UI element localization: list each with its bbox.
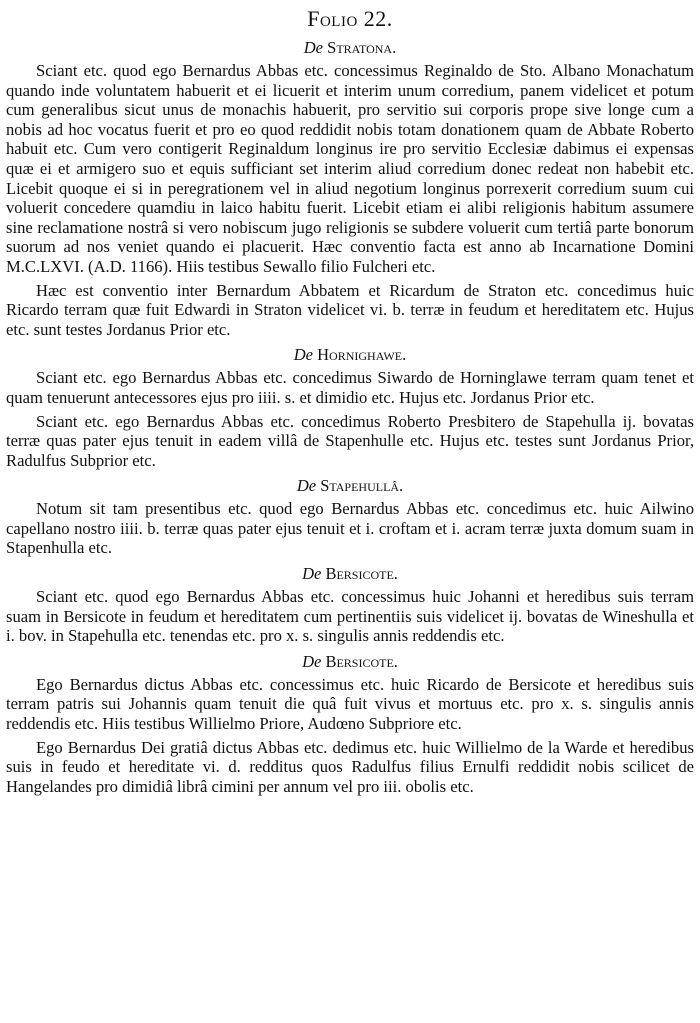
folio-number: Folio 22. [307, 6, 393, 31]
section-stratona [6, 38, 694, 339]
heading-place: Bersicote. [325, 564, 398, 584]
section-heading [6, 38, 694, 58]
heading-place: Bersicote. [325, 651, 398, 671]
heading-de: De [302, 564, 322, 584]
paragraph: Sciant etc. quod ego Bernardus Abbas etc. concessimus Reginaldo de Sto. Albano Monachatum quando inde voluntatem habuerit et ei licuerit et interim unum corredium, panem videlicet et potum cum generalibus sicut unus de monachis habuerit, pro servitio sui corporis prope sive longe cum a nobis ad hoc vocatus fuerit et pro eo quod reddidit nobis totam donationem quam de Abbate Roberto habuit etc. Cum vero contigerit Reginaldum longinus ire pro servitio Ecclesiæ dabimus ei expensas quæ ei et armigero suo et equis sufficiant set interim aliud corredium donec redeat non habebit etc. Licebit quoque ei si in peregrationem vel in aliud negotium longinus porrexerit corredium suum cui voluerit concedere quamdiu in laico habitu fuerit. Licebit etiam ei alibi religionis habitum assumere sine reclamatione nostrâ si vero nobiscum jugo religionis se subdere voluerit cum tertiâ parte bonorum suorum ad nos veniet quando ei placuerit. Hæc conventio facta est anno ab Incarnatione Domini M.C.LXVI. (A.D. 1166). Hiis testibus Sewallo filio Fulcheri etc. [6, 61, 694, 276]
heading-de: De [303, 38, 324, 57]
heading-de: De [302, 651, 322, 671]
paragraph: Sciant etc. ego Bernardus Abbas etc. concedimus Roberto Presbitero de Stapehulla ij. bovatas terræ quas pater ejus tenuit in eadem villâ de Stapenhulle etc. Hujus etc. testes sunt Jordanus Prior, Radulfus Subprior etc. [6, 411, 694, 470]
heading-de: De [293, 345, 314, 365]
paragraph: Ego Bernardus dictus Abbas etc. concessimus etc. huic Ricardo de Bersicote et heredibus suis terram patris sui Johannis quam tenuit die quâ fuit vivus et mortuus etc. pro x. s. singulis annis reddendis etc. Hiis testibus Willielmo Priore, Audœno Subpriore etc. [6, 674, 694, 734]
heading-de: De [296, 476, 317, 496]
section-bersicote-2 [6, 652, 694, 797]
section-bersicote-1 [6, 564, 694, 646]
heading-place: Stratona. [327, 38, 397, 57]
section-heading [6, 345, 694, 365]
heading-place: Stapehullâ. [320, 476, 404, 496]
paragraph: Sciant etc. quod ego Bernardus Abbas etc. concessimus huic Johanni et heredibus suis terram suam in Bersicote in feudum et hereditatem cum pertinentiis suis videlicet ij. bovatas de Wineshulla et i. bov. in Stapehulla etc. tenendas etc. pro x. s. singulis annis reddendis etc. [6, 587, 694, 646]
section-heading [6, 564, 694, 584]
section-heading [6, 476, 694, 496]
section-stapehulla [6, 476, 694, 558]
heading-place: Hornighawe. [317, 345, 407, 365]
paragraph: Notum sit tam presentibus etc. quod ego Bernardus Abbas etc. concedimus etc. huic Ailwino capellano nostro iiii. b. terræ quas pater ejus tenuit et i. croftam et i. acram terræ juxta domum suam in Stapenhulla etc. [6, 499, 694, 558]
paragraph: Hæc est conventio inter Bernardum Abbatem et Ricardum de Straton etc. concedimus huic Ricardo terram quæ fuit Edwardi in Straton videlicet vi. b. terræ in feudum et hereditatem etc. Hujus etc. sunt testes Jordanus Prior etc. [6, 280, 694, 339]
paragraph: Sciant etc. ego Bernardus Abbas etc. concedimus Siwardo de Horninglawe terram quam tenet et quam tenuerunt antecessores ejus pro iiii. s. et dimidio etc. Hujus etc. Jordanus Prior etc. [6, 368, 694, 407]
paragraph: Ego Bernardus Dei gratiâ dictus Abbas etc. dedimus etc. huic Willielmo de la Warde et heredibus suis in feudo et hereditate vi. d. redditus quos Radulfus filius Ernulfi reddidit nobis scilicet de Hangelandes pro dimidiâ librâ cimini per annum vel pro iii. obolis etc. [6, 737, 694, 796]
section-heading [6, 652, 694, 672]
section-horniglawe [6, 345, 694, 470]
